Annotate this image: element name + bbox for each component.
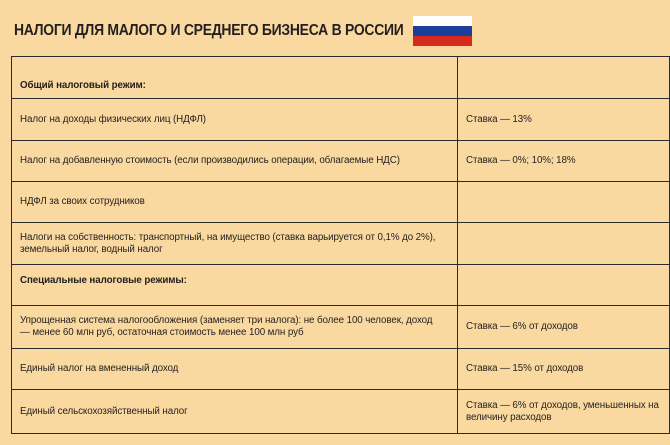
- flag-stripe-red: [413, 36, 472, 46]
- section-heading: Общий налоговый режим:: [12, 57, 458, 99]
- header: [0, 0, 670, 55]
- flag-stripe-white: [413, 16, 472, 26]
- rate-cell: Ставка — 15% от доходов: [458, 349, 670, 390]
- rate-cell: [458, 223, 670, 265]
- tax-name-cell: Единый сельскохозяйственный налог: [12, 390, 458, 434]
- section-heading: Специальные налоговые режимы:: [12, 265, 458, 306]
- rate-cell: Ставка — 6% от доходов: [458, 306, 670, 349]
- table-row: [12, 99, 670, 141]
- page-title: НАЛОГИ ДЛЯ МАЛОГО И СРЕДНЕГО БИЗНЕСА В РОССИИ: [14, 22, 404, 39]
- rate-cell: [458, 265, 670, 306]
- tax-table: [11, 56, 659, 434]
- flag-stripe-blue: [413, 26, 472, 36]
- tax-name-cell: Единый налог на вмененный доход: [12, 349, 458, 390]
- table-row-section: [12, 265, 670, 306]
- tax-name-cell: Налог на добавленную стоимость (если производились операции, облагаемые НДС): [12, 141, 458, 182]
- rate-cell: Ставка — 6% от доходов, уменьшенных на величину расходов: [458, 390, 670, 434]
- table-row-section: [12, 57, 670, 99]
- rate-cell: Ставка — 0%; 10%; 18%: [458, 141, 670, 182]
- russian-flag-icon: [413, 16, 472, 46]
- table-row: [12, 141, 670, 182]
- rate-cell: [458, 57, 670, 99]
- table-row: [12, 182, 670, 223]
- rate-cell: Ставка — 13%: [458, 99, 670, 141]
- tax-name-cell: НДФЛ за своих сотрудников: [12, 182, 458, 223]
- table-row: [12, 349, 670, 390]
- table-row: [12, 390, 670, 434]
- rate-cell: [458, 182, 670, 223]
- table-row: [12, 223, 670, 265]
- tax-name-cell: Налоги на собственность: транспортный, на имущество (ставка варьируется от 0,1% до 2%), земельный налог, водный налог: [12, 223, 458, 265]
- tax-name-cell: Налог на доходы физических лиц (НДФЛ): [12, 99, 458, 141]
- table-row: [12, 306, 670, 349]
- tax-name-cell: Упрощенная система налогообложения (заменяет три налога): не более 100 человек, доход — менее 60 млн руб, остаточная стоимость менее 100 млн руб: [12, 306, 458, 349]
